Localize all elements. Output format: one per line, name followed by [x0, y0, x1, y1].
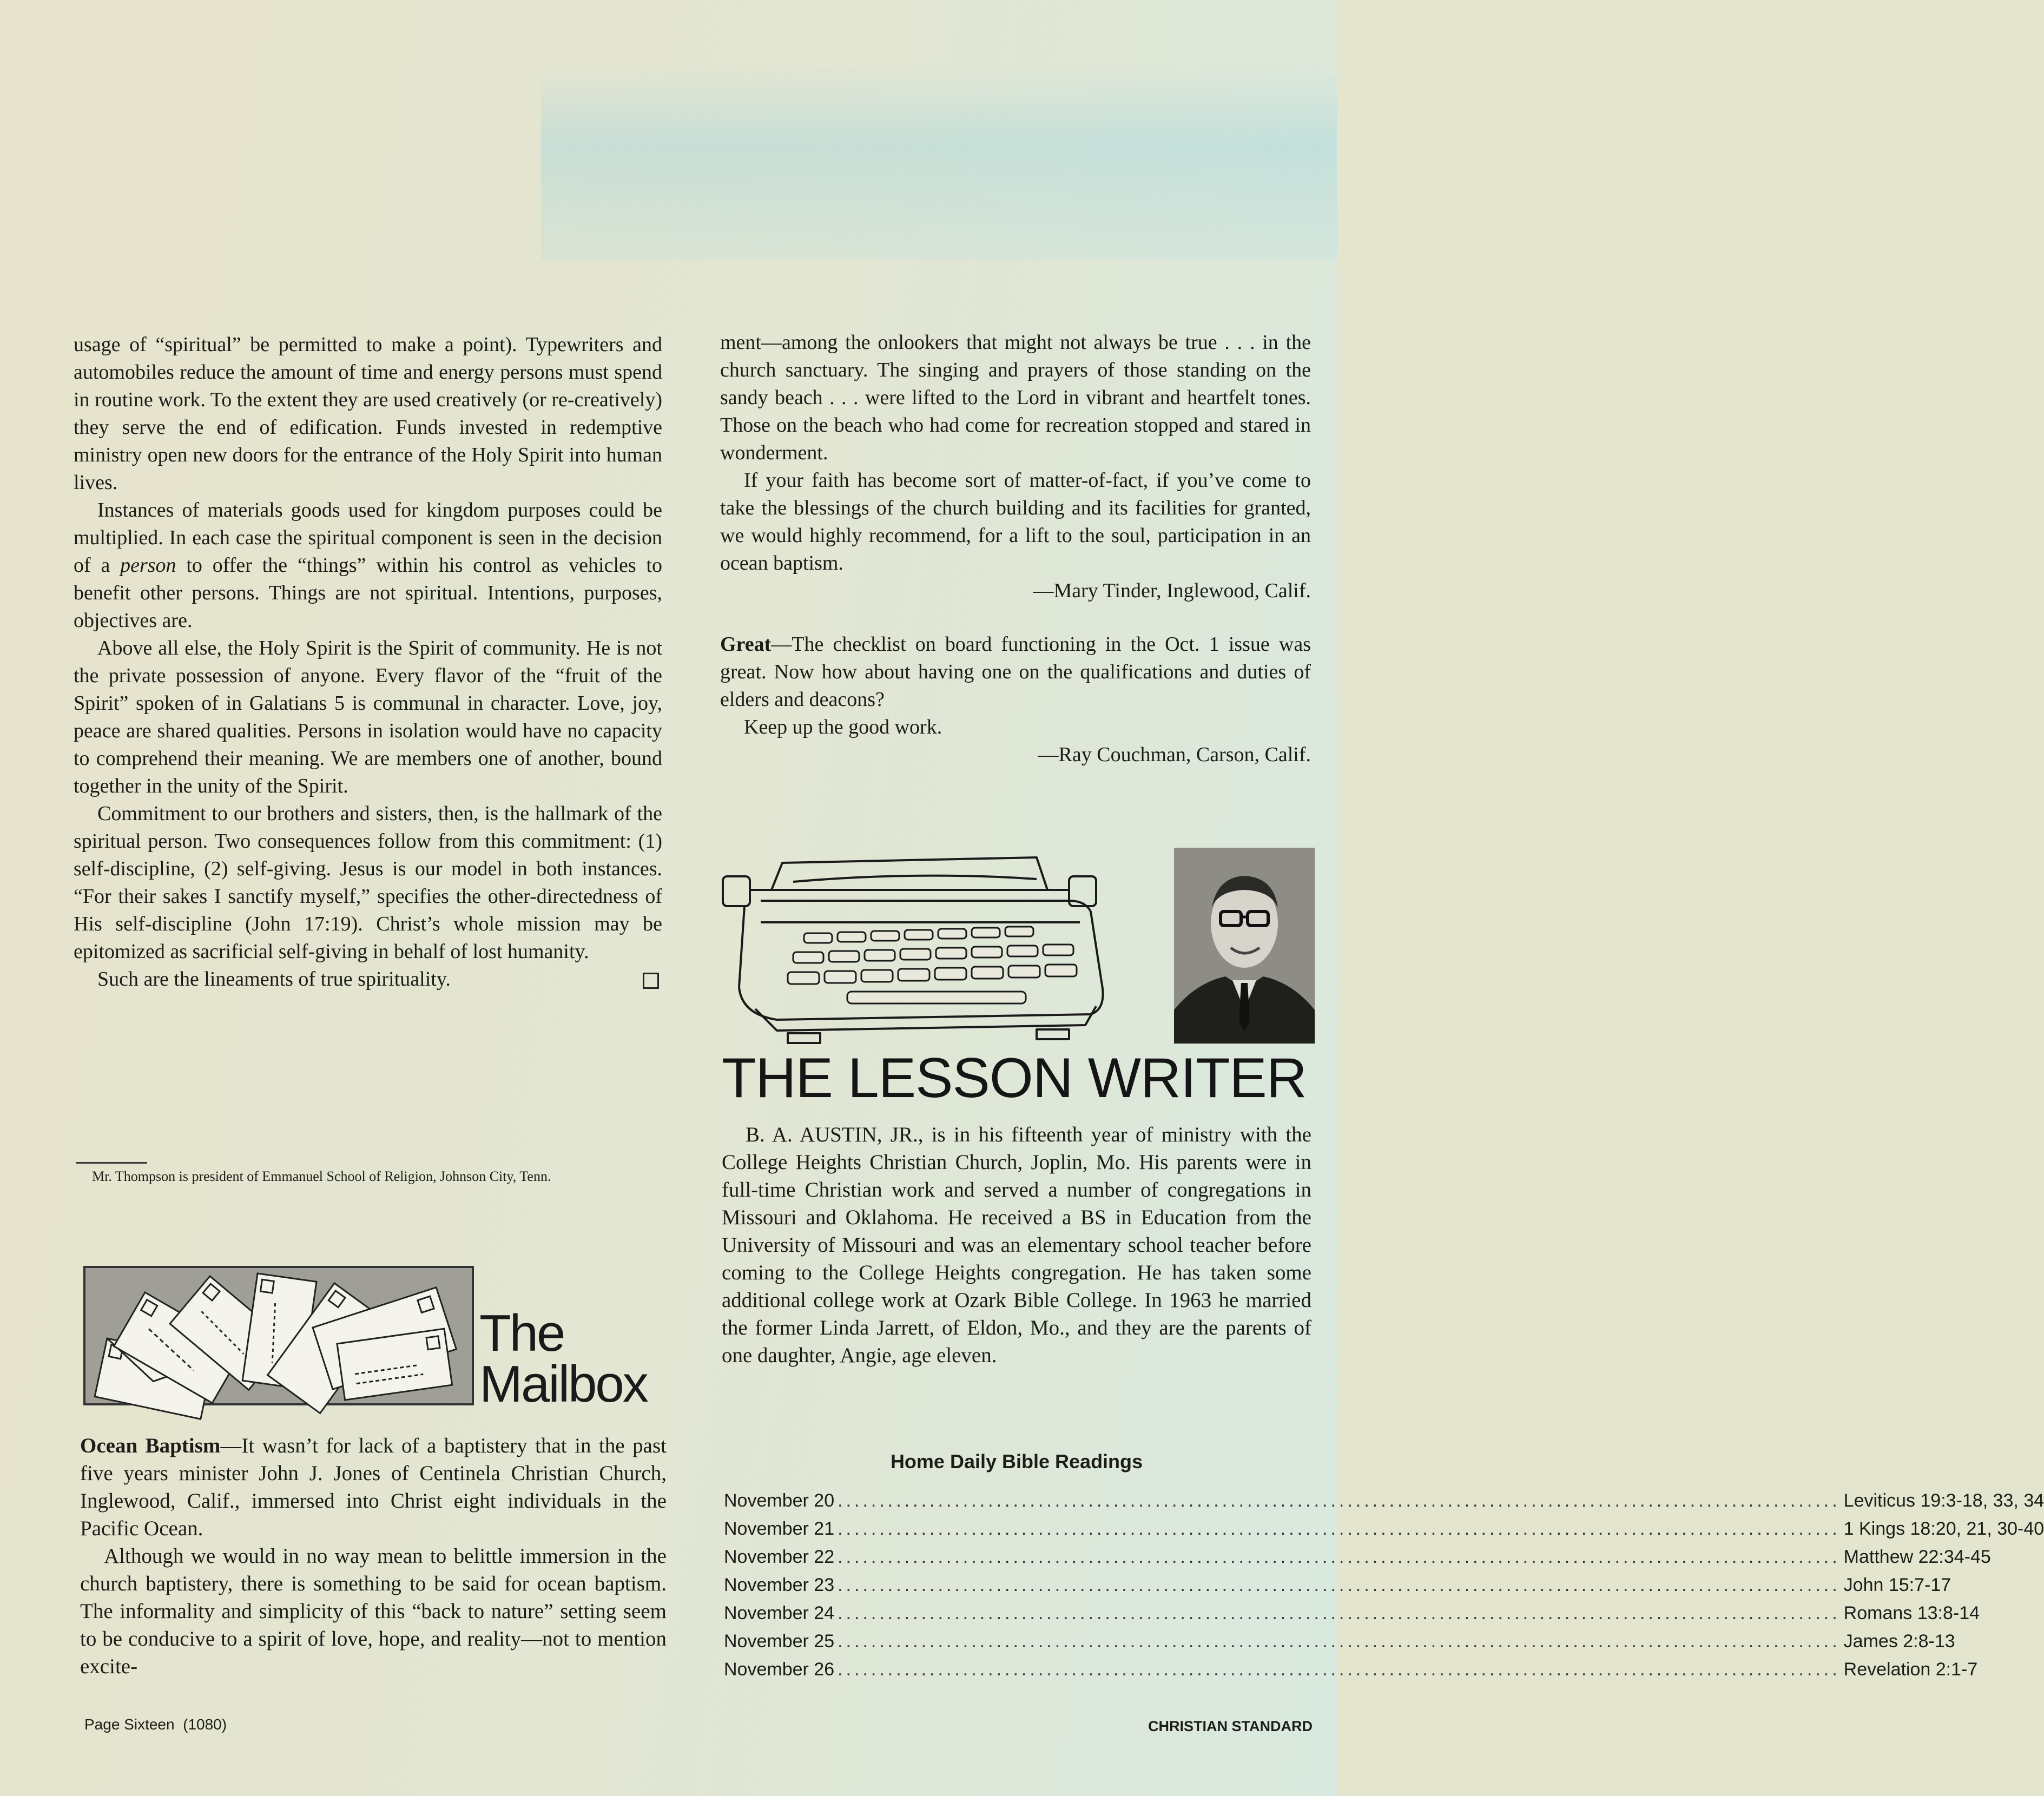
readings-title: Home Daily Bible Readings: [890, 1450, 1143, 1473]
reading-reference: John 15:7-17: [1843, 1574, 1951, 1595]
reading-date: November 22: [724, 1546, 835, 1567]
article-continuation: [74, 331, 662, 993]
envelopes-illustration: [83, 1266, 474, 1405]
reading-row: [724, 1515, 2044, 1543]
leader-dots: ........................................................................................................................: [838, 1518, 1841, 1539]
publication-name: CHRISTIAN STANDARD: [1148, 1718, 1313, 1734]
reading-row: [724, 1627, 1955, 1655]
author-footnote: Mr. Thompson is president of Emmanuel School of Religion, Johnson City, Tenn.: [92, 1168, 551, 1184]
letter-paragraph: If your faith has become sort of matter-of-fact, if you’ve come to take the blessings of the church building and its facilities for granted, we would highly recommend, for a lift to the soul, participation in an ocean baptism.: [720, 469, 1311, 575]
spacer: [720, 605, 1311, 631]
leader-dots: ........................................................................................................................: [838, 1630, 1841, 1652]
article-paragraph: Commitment to our brothers and sisters, then, is the hallmark of the spiritual person. Two consequences follow from this commitment: (1) self-discipline, (2) self-giving. Jesus is our model in both instances. “For their sakes I sanctify myself,” specifies the other-directedness of His self-discipline (John 17:19). Christ’s whole mission may be epitomized as sacrificial self-giving in behalf of lost humanity.: [74, 802, 662, 963]
reading-reference: 1 Kings 18:20, 21, 30-40: [1843, 1518, 2044, 1539]
leader-dots: ........................................................................................................................: [838, 1659, 1841, 1680]
envelopes-icon: [85, 1268, 472, 1403]
ink-bleed-through: [541, 65, 1337, 260]
leader-dots: ........................................................................................................................: [838, 1574, 1841, 1595]
typewriter-icon: [712, 852, 1177, 1047]
reading-date: November 24: [724, 1602, 835, 1623]
reading-date: November 21: [724, 1518, 835, 1539]
reading-reference: Matthew 22:34-45: [1843, 1546, 1991, 1567]
lesson-writer-bio: B. A. AUSTIN, JR., is in his fifteenth year of ministry with the College Heights Christian Church, Joplin, Mo. His parents were in full-time Christian work and served a number of congregations in Missouri and Oklahoma. He received a BS in Education from the University of Missouri and was an elementary school teacher before coming to the College Heights congregation. He has taken some additional college work at Ozark Bible College. In 1963 he married the former Linda Jarrett, of Eldon, Mo., and they are the parents of one daughter, Angie, age eleven.: [722, 1123, 1311, 1367]
reading-date: November 26: [724, 1659, 835, 1680]
end-mark-icon: [643, 973, 659, 989]
letter-signature: —Mary Tinder, Inglewood, Calif.: [1033, 579, 1311, 602]
footnote-rule: [76, 1162, 147, 1164]
article-closing-line: Such are the lineaments of true spirituality.: [74, 966, 662, 993]
letter-signature: —Ray Couchman, Carson, Calif.: [1038, 743, 1311, 766]
leader-dots: ........................................................................................................................: [838, 1602, 1841, 1623]
reading-date: November 23: [724, 1574, 835, 1595]
leader-dots: ........................................................................................................................: [838, 1546, 1841, 1567]
reading-row: [724, 1655, 1978, 1683]
reading-row: [724, 1543, 1991, 1571]
reading-date: November 25: [724, 1630, 835, 1652]
letter-paragraph: Great—The checklist on board functioning in the Oct. 1 issue was great. Now how about having one on the qualifications and duties of elders and deacons?: [720, 633, 1311, 711]
reading-row: [724, 1487, 2044, 1515]
letter-heading: Ocean Baptism: [80, 1434, 221, 1457]
mailbox-continuation: [720, 329, 1311, 769]
letter-paragraph: Ocean Baptism—It wasn’t for lack of a baptistery that in the past five years minister John J. Jones of Centinela Christian Church, Inglewood, Calif., immersed into Christ eight individuals in the Pacific Ocean.: [80, 1434, 667, 1540]
ocean-baptism-letter: [80, 1432, 667, 1680]
article-paragraph: Above all else, the Holy Spirit is the Spirit of community. He is not the private possession of anyone. Every flavor of the “fruit of the Spirit” spoken of in Galatians 5 is communal in character. Love, joy, peace are shared qualities. Persons in isolation would have no capacity to comprehend their meaning. We are members one of another, bound together in the unity of the Spirit.: [74, 637, 662, 797]
author-photo: [1174, 848, 1315, 1044]
letter-paragraph: Although we would in no way mean to belittle immersion in the church baptistery, there is something to be said for ocean baptism. The informality and simplicity of this “back to nature” setting seem to be conducive to a spirit of love, hope, and reality—not to mention excite-: [80, 1544, 667, 1678]
leader-dots: ........................................................................................................................: [838, 1490, 1841, 1511]
article-paragraph: usage of “spiritual” be permitted to make a point). Typewriters and automobiles reduce the amount of time and energy persons must spend in routine work. To the extent they are used creatively (or re-creatively) they serve the end of edification. Funds invested in redemptive ministry open new doors for the entrance of the Holy Spirit into human lives.: [74, 333, 662, 494]
mailbox-title: The Mailbox: [479, 1304, 647, 1413]
reading-row: [724, 1599, 1980, 1627]
letter-paragraph: ment—among the onlookers that might not always be true . . . in the church sanctuary. The singing and prayers of those standing on the sandy beach . . . were lifted to the Lord in vibrant and heartfelt tones. Those on the beach who had come for recreation stopped and stared in wonderment.: [720, 331, 1311, 464]
reading-reference: Romans 13:8-14: [1843, 1602, 1980, 1623]
lesson-writer-title: THE LESSON WRITER: [722, 1047, 1307, 1110]
reading-reference: Revelation 2:1-7: [1843, 1659, 1978, 1680]
readings-list: [724, 1487, 2044, 1683]
reading-reference: Leviticus 19:3-18, 33, 34: [1843, 1490, 2044, 1511]
reading-date: November 20: [724, 1490, 835, 1511]
letter-heading: Great: [720, 633, 772, 656]
letter-paragraph: Keep up the good work.: [744, 716, 942, 738]
reading-row: [724, 1571, 1951, 1599]
article-paragraph: Instances of materials goods used for kingdom purposes could be multiplied. In each case the spiritual component is seen in the decision of a person to offer the “things” within his control as vehicles to benefit other persons. Things are not spiritual. Intentions, purposes, objectives are.: [74, 499, 663, 632]
page-folio: Page Sixteen (1080): [84, 1716, 227, 1733]
reading-reference: James 2:8-13: [1843, 1630, 1955, 1652]
author-portrait-icon: [1174, 848, 1315, 1044]
